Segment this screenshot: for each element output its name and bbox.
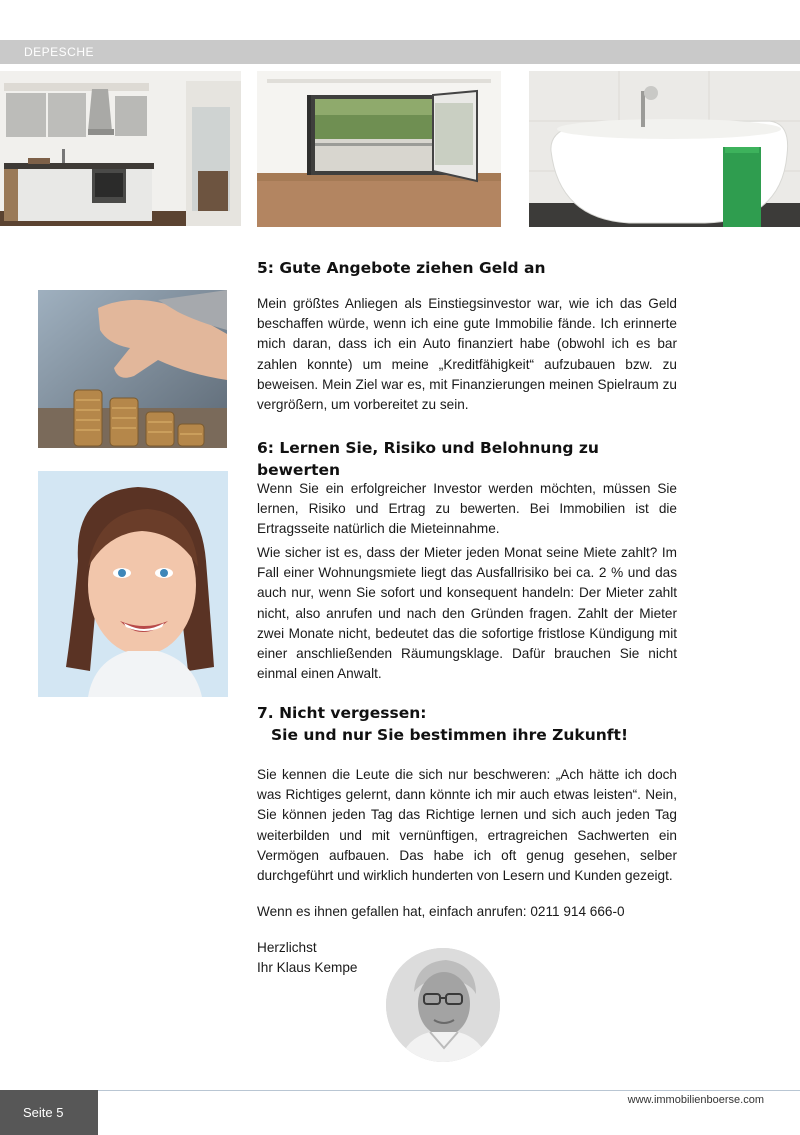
section-7-heading: 7. Nicht vergessen: xyxy=(257,704,427,722)
section-6-paragraph-2: Wie sicher ist es, dass der Mieter jeden Monat seine Miete zahlt? Im Fall einer Wohnungsmiete liegt das Ausfallrisiko bei ca. 2 % und das auch nur, wenn Sie sofort und konsequent handeln: Der Mieter zahlt nicht, also anrufen und nach den Gründen fragen. Zahlt der Mieter zwei Monate nicht, bedeutet das die sofortige fristlose Kündigung mit einer anschließenden Räumungsklage. Dafür brauchen Sie nicht einmal einen Anwalt. xyxy=(257,545,677,682)
kitchen-photo xyxy=(0,71,241,226)
call-to-action-text: Wenn es ihnen gefallen hat, einfach anrufen: 0211 914 666-0 xyxy=(257,904,625,919)
page-number: Seite 5 xyxy=(23,1105,64,1120)
page-number-box xyxy=(0,1090,98,1135)
author-signature: Ihr Klaus Kempe xyxy=(257,960,358,975)
section-7-subheading: Sie und nur Sie bestimmen ihre Zukunft! xyxy=(271,726,629,744)
author-portrait-photo xyxy=(386,948,500,1062)
section-7-paragraph: Sie kennen die Leute die sich nur beschweren: „Ach hätte ich doch was Richtiges gelernt, dann könnte ich mir auch etwas leisten“. Nein, Sie können jeden Tag das Richtige lernen und sich auch jeden Tag weiterbilden und mit vernünftigen, ertragreichen Sachwerten ein Vermögen aufbauen. Das habe ich oft genug gesehen, selber durchgeführt und wirklich hunderten von Lesern und Kunden gezeigt. xyxy=(257,767,677,884)
website-url[interactable]: www.immobilienboerse.com xyxy=(627,1094,764,1106)
section-5-heading: 5: Gute Angebote ziehen Geld an xyxy=(257,259,546,277)
section-6-paragraph-1: Wenn Sie ein erfolgreicher Investor werden möchten, müssen Sie lernen, Risiko und Ertrag zu bewerten. Bei Immobilien ist die Ertragsseite natürlich die Mieteinnahme. xyxy=(257,481,677,537)
bathtub-photo xyxy=(529,71,800,227)
woman-portrait-photo xyxy=(38,471,228,697)
empty-room-photo xyxy=(257,71,501,227)
section-label: DEPESCHE xyxy=(24,45,95,59)
coins-photo xyxy=(38,290,227,448)
header-bar xyxy=(0,40,800,64)
closing-greeting: Herzlichst xyxy=(257,940,317,955)
footer-divider xyxy=(98,1090,800,1091)
section-6-heading: 6: Lernen Sie, Risiko und Belohnung zu bewerten xyxy=(257,439,599,479)
section-5-paragraph: Mein größtes Anliegen als Einstiegsinvestor war, wie ich das Geld beschaffen würde, wenn ich eine gute Immobilie fände. Ich erinnerte mich daran, dass ich ein Auto finanziert habe (obwohl ich es bar zahlen konnte) um meine „Kreditfähigkeit“ aufzubauen bzw. zu beweisen. Mein Ziel war es, mit Finanzierungen meinen Spielraum zu vergrößern, um vorbereitet zu sein. xyxy=(257,296,677,413)
